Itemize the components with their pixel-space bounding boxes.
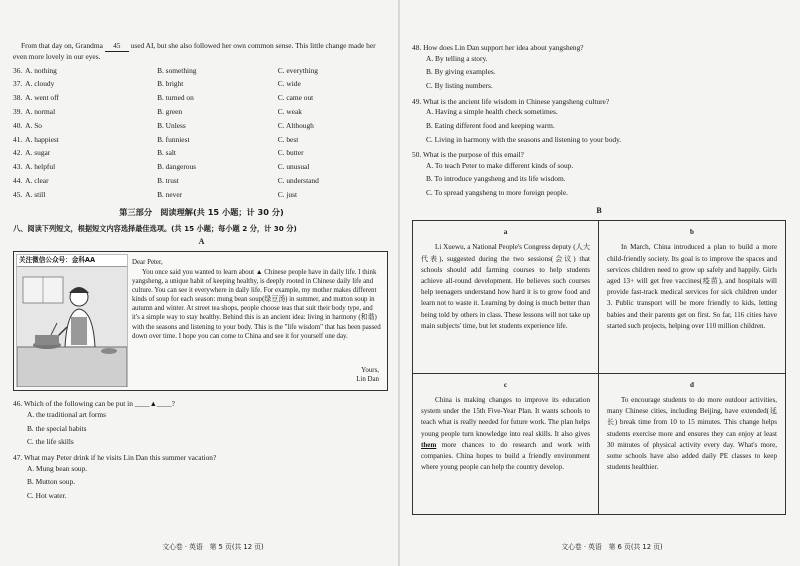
option-n: 38. [13, 93, 23, 103]
option-a: A. sugar [25, 148, 51, 158]
instruction: 八、阅读下列短文，根据短文内容选择最佳选项。(共 15 小题；每小题 2 分，计 30 分) [13, 224, 297, 234]
letter-signoff: Yours, Lin Dan [356, 367, 379, 384]
option-a: A. nothing [25, 65, 57, 75]
cell-b: b In March, China introduced a plan to build a more child-friendly society. Its goal is to improve the spaces and services children need to grow up safely and happily. Girls aged 13+ will get free vaccines(疫苗), and hospitals will provide fast-track medical services for sick children under 3. Public transport will be more friendly to kids, letting babies and their parents get on first. So far, 116 cities have started such projects, helping over 110 million children. [599, 221, 785, 374]
question-stem: 50. What is the purpose of this email? [412, 150, 524, 160]
option-row [13, 133, 390, 147]
option-a: A. normal [25, 106, 56, 116]
answer-option: C. To spread yangsheng to more foreign people. [426, 188, 568, 198]
option-n: 43. [13, 162, 23, 172]
option-n: 41. [13, 134, 23, 144]
letter-body: You once said you wanted to learn about ▲ Chinese people have in daily life. I think yangsheng, a unique habit of keeping healthy, is deeply rooted in Chinese daily life and culture. You can see it everywhere in daily life. For example, my mother makes different kinds of soup for each season: mung bean soup(绿豆汤) in summer, and mutton soup in autumn and winter. At street tea shops, people choose teas that suit their body type, and it's a simple way to stay healthy. Behind this is an ancient idea: living in harmony (和谐) with the seasons and listening to your body. This is the "life wisdom" that has been passed down over time. I hope you can come to China and see it for yourself one day. [132, 268, 381, 340]
blank-45: 45 [105, 41, 129, 52]
answer-option: C. Living in harmony with the seasons and listening to your body. [426, 134, 622, 144]
answer-option: A. Mung bean soup. [27, 463, 88, 473]
option-row [13, 91, 390, 105]
passage-label-a: A [198, 236, 205, 246]
option-row [13, 174, 390, 188]
left-questions [13, 399, 390, 504]
watermark-banner: 关注微信公众号：金科AA [17, 255, 127, 267]
option-a: A. So [25, 120, 42, 130]
option-row [13, 160, 390, 174]
answer-option: C. By listing numbers. [426, 80, 493, 90]
option-b: B. dangerous [157, 162, 197, 172]
answer-option: B. Eating different food and keeping warm. [426, 120, 555, 130]
cooking-illustration [16, 254, 128, 387]
option-c: C. wide [277, 79, 301, 89]
answer-option: B. To introduce yangsheng and its life wisdom. [426, 174, 566, 184]
letter-text [132, 258, 381, 341]
option-n: 45. [13, 189, 23, 199]
option-b: B. Unless [157, 120, 186, 130]
option-a: A. helpful [25, 162, 56, 172]
option-a: A. cloudy [25, 79, 55, 89]
option-a: A. clear [25, 175, 49, 185]
option-b: B. bright [157, 79, 184, 89]
cloze-options [13, 64, 390, 202]
option-row [13, 64, 390, 78]
answer-option: B. By giving examples. [426, 67, 496, 77]
answer-option: B. the special habits [27, 423, 87, 433]
option-n: 37. [13, 79, 23, 89]
page-footer-right: 文心卷 · 英语 第 6 页(共 12 页) [561, 543, 663, 552]
option-c: C. unusual [277, 162, 310, 172]
option-c: C. understand [277, 175, 319, 185]
option-a: A. went off [25, 93, 59, 103]
page-footer-left: 文心卷 · 英语 第 5 页(共 12 页) [162, 543, 264, 552]
option-b: B. trust [157, 175, 179, 185]
option-n: 42. [13, 148, 23, 158]
right-page [400, 0, 800, 566]
letter-box [13, 251, 388, 391]
mother-cooking-icon [17, 267, 127, 387]
option-b: B. never [157, 189, 183, 199]
option-row [13, 77, 390, 91]
question-stem: 49. What is the ancient life wisdom in Chinese yangsheng culture? [412, 96, 610, 106]
cell-c: c China is making changes to improve its education system under the 15th Five-Year Plan. It wants schools to teach what is really needed for future work. The plan helps young people turn knowledge into real skills. It also gives them more chances to do research and work with companies. China hopes to build a friendly environment where young people can help the country develop. [413, 374, 599, 514]
option-c: C. everything [277, 65, 318, 75]
right-questions [412, 43, 786, 202]
option-row [13, 105, 390, 119]
section-title: 第三部分 阅读理解(共 15 小题；计 30 分) [119, 206, 284, 217]
answer-option: A. To teach Peter to make different kinds of soup. [426, 160, 574, 170]
letter-greeting: Dear Peter, [132, 259, 163, 267]
option-c: C. weak [277, 106, 302, 116]
passage-b-grid [412, 220, 786, 515]
option-b: B. salt [157, 148, 176, 158]
cell-a: a Li Xuewu, a National People's Congress deputy (人大代表), suggested during the two sessions(会议) that schools should add farming courses to help students achieve all-round development. He believes such courses help teenagers understand how hard it is to grow food and learn not to waste it. Learning by doing is much better than being told by others in class. These lessons will not take up main subjects' time, but let students experience life. [413, 221, 599, 374]
question-stem: 47. What may Peter drink if he visits Lin Dan this summer vacation? [13, 452, 217, 462]
option-b: B. green [157, 106, 183, 116]
option-row [13, 119, 390, 133]
question-stem: 48. How does Lin Dan support her idea about yangsheng? [412, 43, 584, 52]
answer-option: A. Having a simple health check sometimes. [426, 107, 558, 117]
question-stem: 46. Which of the following can be put in ____▲____? [13, 399, 175, 409]
option-c: C. just [277, 189, 298, 199]
answer-option: A. By telling a story. [426, 53, 488, 63]
option-c: C. best [277, 134, 299, 144]
option-row [13, 188, 390, 202]
option-b: B. funniest [157, 134, 190, 144]
answer-option: C. Hot water. [27, 490, 67, 500]
option-b: B. something [157, 65, 197, 75]
answer-option: C. the life skills [27, 437, 74, 447]
option-n: 44. [13, 175, 23, 185]
option-a: A. still [25, 189, 46, 199]
answer-option: B. Mutton soup. [27, 477, 76, 487]
passage-label-b: B [596, 205, 602, 215]
option-row [13, 146, 390, 160]
option-n: 40. [13, 120, 23, 130]
option-c: C. Although [277, 120, 314, 130]
answer-option: A. the traditional art forms [27, 410, 107, 420]
option-b: B. turned on [157, 93, 194, 103]
option-n: 36. [13, 65, 23, 75]
option-c: C. butter [277, 148, 304, 158]
option-a: A. happiest [25, 134, 59, 144]
option-c: C. came out [277, 93, 314, 103]
option-n: 39. [13, 106, 23, 116]
intro-paragraph: From that day on, Grandma 45 used AI, but she also followed her own common sense. This little change made her even more lovely in our eyes. [13, 41, 376, 61]
underlined-them: them [421, 440, 437, 449]
cell-d: d To encourage students to do more outdoor activities, many Chinese cities, including Beijing, have extended(延长) break time from 10 to 15 minutes. This change helps students exercise more and ensures they can enjoy at least 30 minutes of physical activity every day. What's more, some schools have also added daily PE classes to keep students healthier. [607, 380, 777, 472]
